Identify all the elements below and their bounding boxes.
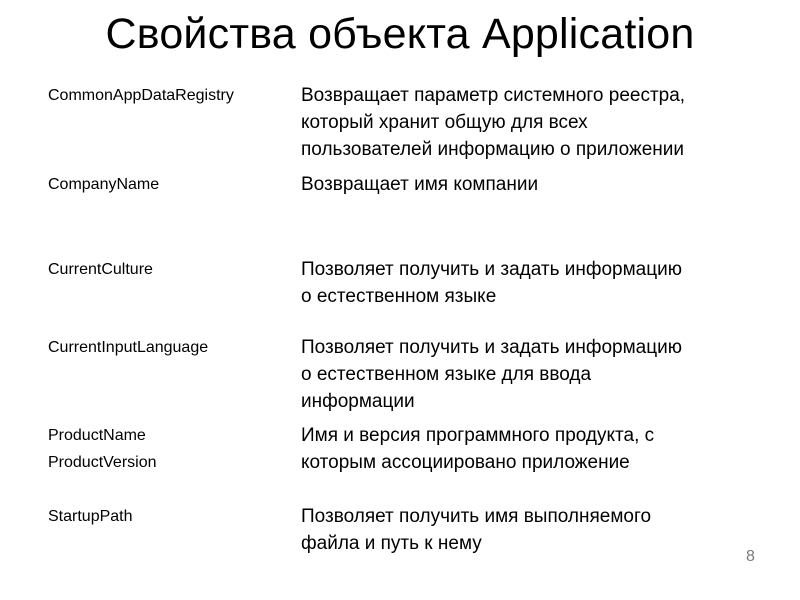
property-description-cell [301, 82, 771, 163]
description-line: Позволяет получить и задать информацию [301, 337, 682, 358]
property-name: CurrentCulture [48, 261, 153, 278]
description-line: Имя и версия программного продукта, с [301, 425, 655, 446]
description-line: файла и путь к нему [301, 533, 482, 554]
description-line: пользователей информацию о приложении [301, 139, 684, 160]
property-description-cell [301, 503, 771, 557]
property-name-cell [48, 82, 288, 109]
property-name: ProductVersion [48, 454, 157, 471]
property-description-cell [301, 422, 771, 476]
property-name: StartupPath [48, 508, 133, 525]
property-name: CurrentInputLanguage [48, 339, 209, 356]
property-name-cell [48, 503, 288, 530]
property-name: CommonAppDataRegistry [48, 87, 234, 104]
property-description-cell [301, 256, 771, 310]
description-line: Возвращает имя компании [301, 174, 539, 195]
slide-title: Свойства объекта Application [105, 10, 695, 58]
description-line: информации [301, 391, 415, 412]
description-line: которым ассоциировано приложение [301, 452, 630, 473]
property-name-cell [48, 422, 288, 476]
description-line: о естественном языке для ввода [301, 364, 592, 385]
page-number: 8 [746, 548, 755, 565]
description-line: о естественном языке [301, 286, 497, 307]
description-line: Возвращает параметр системного реестра, [301, 85, 686, 106]
property-name-cell [48, 334, 288, 361]
property-name-cell [48, 256, 288, 283]
property-name-cell [48, 171, 288, 198]
property-description-cell [301, 171, 771, 198]
description-line: Позволяет получить имя выполняемого [301, 506, 652, 527]
description-line: который хранит общую для всех [301, 112, 588, 133]
property-name: ProductName [48, 427, 146, 444]
description-line: Позволяет получить и задать информацию [301, 259, 682, 280]
property-name: CompanyName [48, 176, 160, 193]
property-description-cell [301, 334, 771, 415]
